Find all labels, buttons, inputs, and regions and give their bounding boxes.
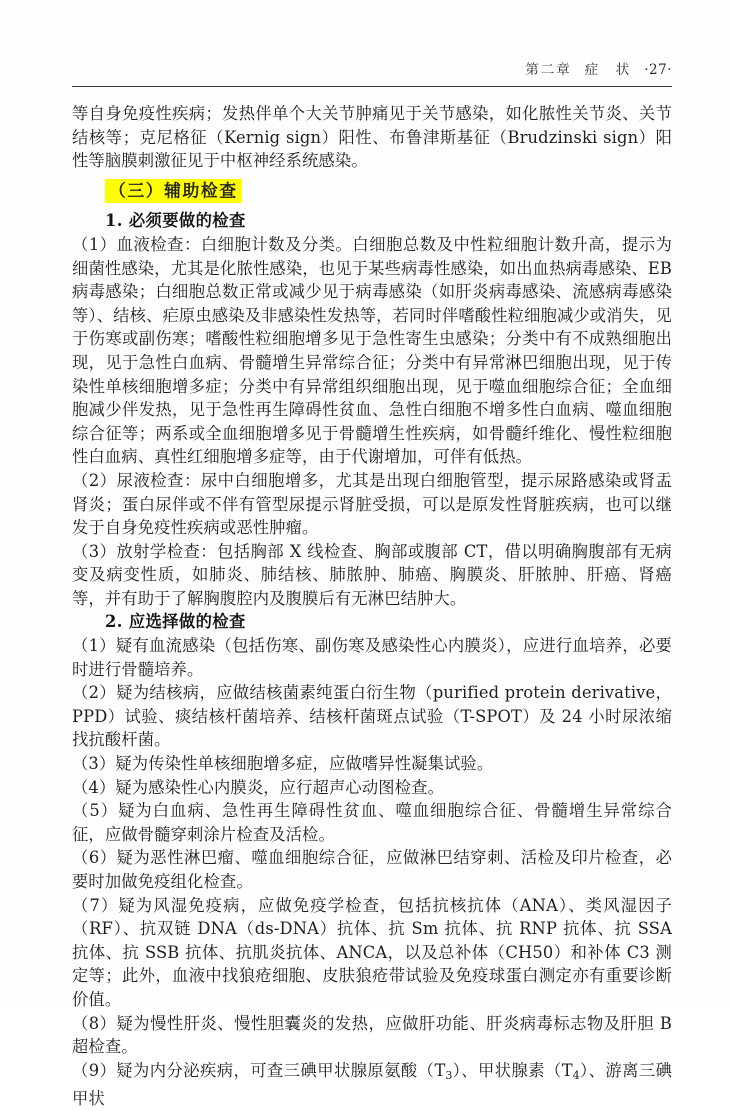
paragraph-item-2-5-leukemia: （5）疑为白血病、急性再生障碍性贫血、噬血细胞综合征、骨髓增生异常综合征，应做骨髓穿刺涂片检查及活检。 — [72, 801, 672, 844]
paragraph-item-2-4-endocarditis: （4）疑为感染性心内膜炎，应行超声心动图检查。 — [72, 777, 444, 797]
paragraph-item-1-1-blood-test: （1）血液检查：白细胞计数及分类。白细胞总数及中性粒细胞计数升高，提示为细菌性感染，尤其是化脓性感染，也见于某些病毒性感染，如出血热病毒感染、EB 病毒感染；白细胞总数正常或减少见于病毒感染（如肝炎病毒感染、流感病毒感染等）、结核、疟原虫感染及非感染性发热等，若同时伴嗜酸性粒细胞减少或消失，见于伤寒或副伤寒；嗜酸性粒细胞增多见于急性寄生虫感染；分类中有不成熟细胞出现，见于急性白血病、骨髓增生异常综合征；分类中有异常淋巴细胞出现，见于传染性单核细胞增多症；分类中有异常组织细胞出现，见于噬血细胞综合征；全血细胞减少伴发热，见于急性再生障碍性贫血、急性白细胞不增多性白血病、噬血细胞综合征等；两系或全血细胞增多见于骨髓增生性疾病，如骨髓纤维化、慢性粒细胞性白血病、真性红细胞增多症等，由于代谢增加，可伴有低热。 — [72, 234, 672, 467]
header-rule — [72, 86, 672, 87]
paragraph-item-1-3-radiology: （3）放射学检查：包括胸部 X 线检查、胸部或腹部 CT，借以明确胸腹部有无病变及病变性质，如肺炎、肺结核、肺脓肿、肺癌、胸膜炎、肝脓肿、肝癌、肾癌等，并有助于了解胸腹腔内及腹膜后有无淋巴结肿大。 — [72, 541, 672, 608]
paragraph-item-2-8-hepatitis: （8）疑为慢性肝炎、慢性胆囊炎的发热，应做肝功能、肝炎病毒标志物及肝胆 B 超检查。 — [72, 1013, 672, 1057]
highlighted-section-heading: （三）辅助检查 — [105, 179, 242, 203]
subheading-must-do-exams: 1. 必须要做的检查 — [105, 211, 246, 231]
paragraph-item-2-9-endocrine: （9）疑为内分泌疾病，可查三碘甲状腺原氨酸$(T_3)$、甲状腺素$(T_4)$、游离三碘甲状 — [72, 1060, 673, 1109]
subheading-optional-exams: 2. 应选择做的检查 — [105, 612, 246, 632]
running-head-chapter: 第二章 — [525, 62, 572, 78]
paragraph-intro: 等自身免疫性疾病；发热伴单个大关节肿痛见于关节感染，如化脓性关节炎、关节结核等；克尼格征（Kernig sign）阳性、布鲁津斯基征（Brudzinski sign）阳性等脑膜刺激征见于中枢神经系统感染。 — [72, 104, 672, 171]
running-head-title: 症 状 — [584, 62, 632, 78]
running-head — [72, 58, 672, 86]
paragraph-item-2-7-rheumatic-immune: （7）疑为风湿免疫病，应做免疫学检查，包括抗核抗体（ANA）、类风湿因子（RF）、抗双链 DNA（ds-DNA）抗体、抗 Sm 抗体、抗 RNP 抗体、抗 SSA 抗体、抗 SSB 抗体、抗肌炎抗体、ANCA，以及总补体（CH50）和补体 C3 测定等；此外，血液中找狼疮细胞、皮肤狼疮带试验及免疫球蛋白测定亦有重要诊断价值。 — [72, 895, 672, 1009]
paragraph-item-2-3-mononucleosis: （3）疑为传染性单核细胞增多症，应做嗜异性凝集试验。 — [72, 754, 494, 774]
text-column — [72, 102, 672, 1111]
section-heading-row — [72, 173, 672, 210]
paragraph-item-2-2-tuberculosis: （2）疑为结核病，应做结核菌素纯蛋白衍生物（purified protein derivative，PPD）试验、痰结核杆菌培养、结核杆菌斑点试验（T-SPOT）及 24 小时尿浓缩找抗酸杆菌。 — [72, 683, 672, 750]
paragraph-item-1-2-urine-test: （2）尿液检查：尿中白细胞增多，尤其是出现白细胞管型，提示尿路感染或肾盂肾炎；蛋白尿伴或不伴有管型尿提示肾脏受损，可以是原发性肾脏疾病，也可以继发于自身免疫性疾病或恶性肿瘤。 — [72, 470, 672, 538]
page-number: ·27· — [644, 62, 672, 78]
paragraph-item-2-6-lymphoma: （6）疑为恶性淋巴瘤、噬血细胞综合征，应做淋巴结穿刺、活检及印片检查，必要时加做免疫组化检查。 — [72, 848, 672, 891]
paragraph-item-2-1-bloodstream-infection: （1）疑有血流感染（包括伤寒、副伤寒及感染性心内膜炎），应进行血培养，必要时进行骨髓培养。 — [72, 636, 672, 679]
